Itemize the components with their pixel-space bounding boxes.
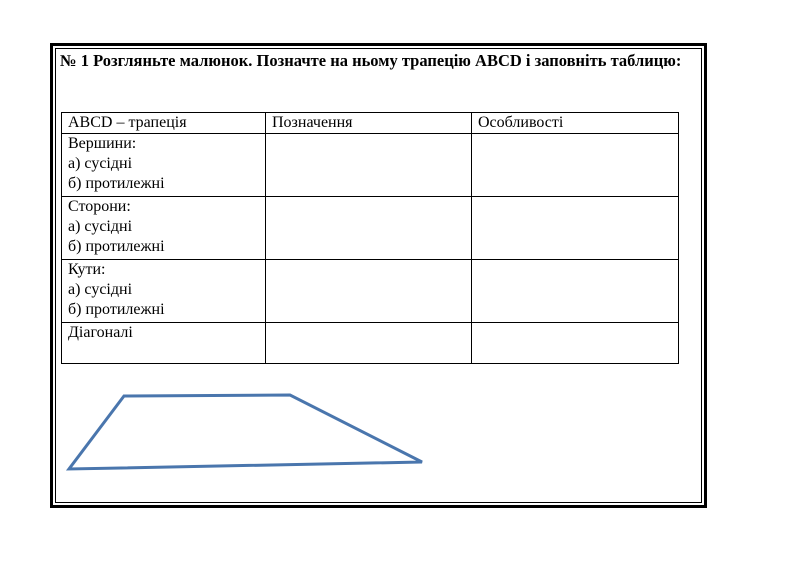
row-label-line: а) сусідні bbox=[68, 281, 133, 298]
header-features: Особливості bbox=[472, 113, 679, 134]
row-label-line: б) протилежні bbox=[68, 175, 165, 192]
header-trapezoid: ABCD – трапеція bbox=[62, 113, 266, 134]
row-label-line: а) сусідні bbox=[68, 155, 133, 172]
row-label-line: б) протилежні bbox=[68, 238, 165, 255]
row-label-line: Вершини: bbox=[68, 135, 137, 152]
header-notation: Позначення bbox=[266, 113, 472, 134]
row-label-line: Сторони: bbox=[68, 198, 131, 215]
row-label-line: б) протилежні bbox=[68, 301, 165, 318]
trapezoid-shape bbox=[69, 395, 422, 469]
row-label-line: а) сусідні bbox=[68, 218, 133, 235]
row-label-line: Діагоналі bbox=[68, 324, 133, 341]
row-label-line: Кути: bbox=[68, 261, 106, 278]
task-title: № 1 Розгляньте малюнок. Позначте на ньому трапецію ABCD і заповніть таблицю: bbox=[60, 51, 682, 70]
